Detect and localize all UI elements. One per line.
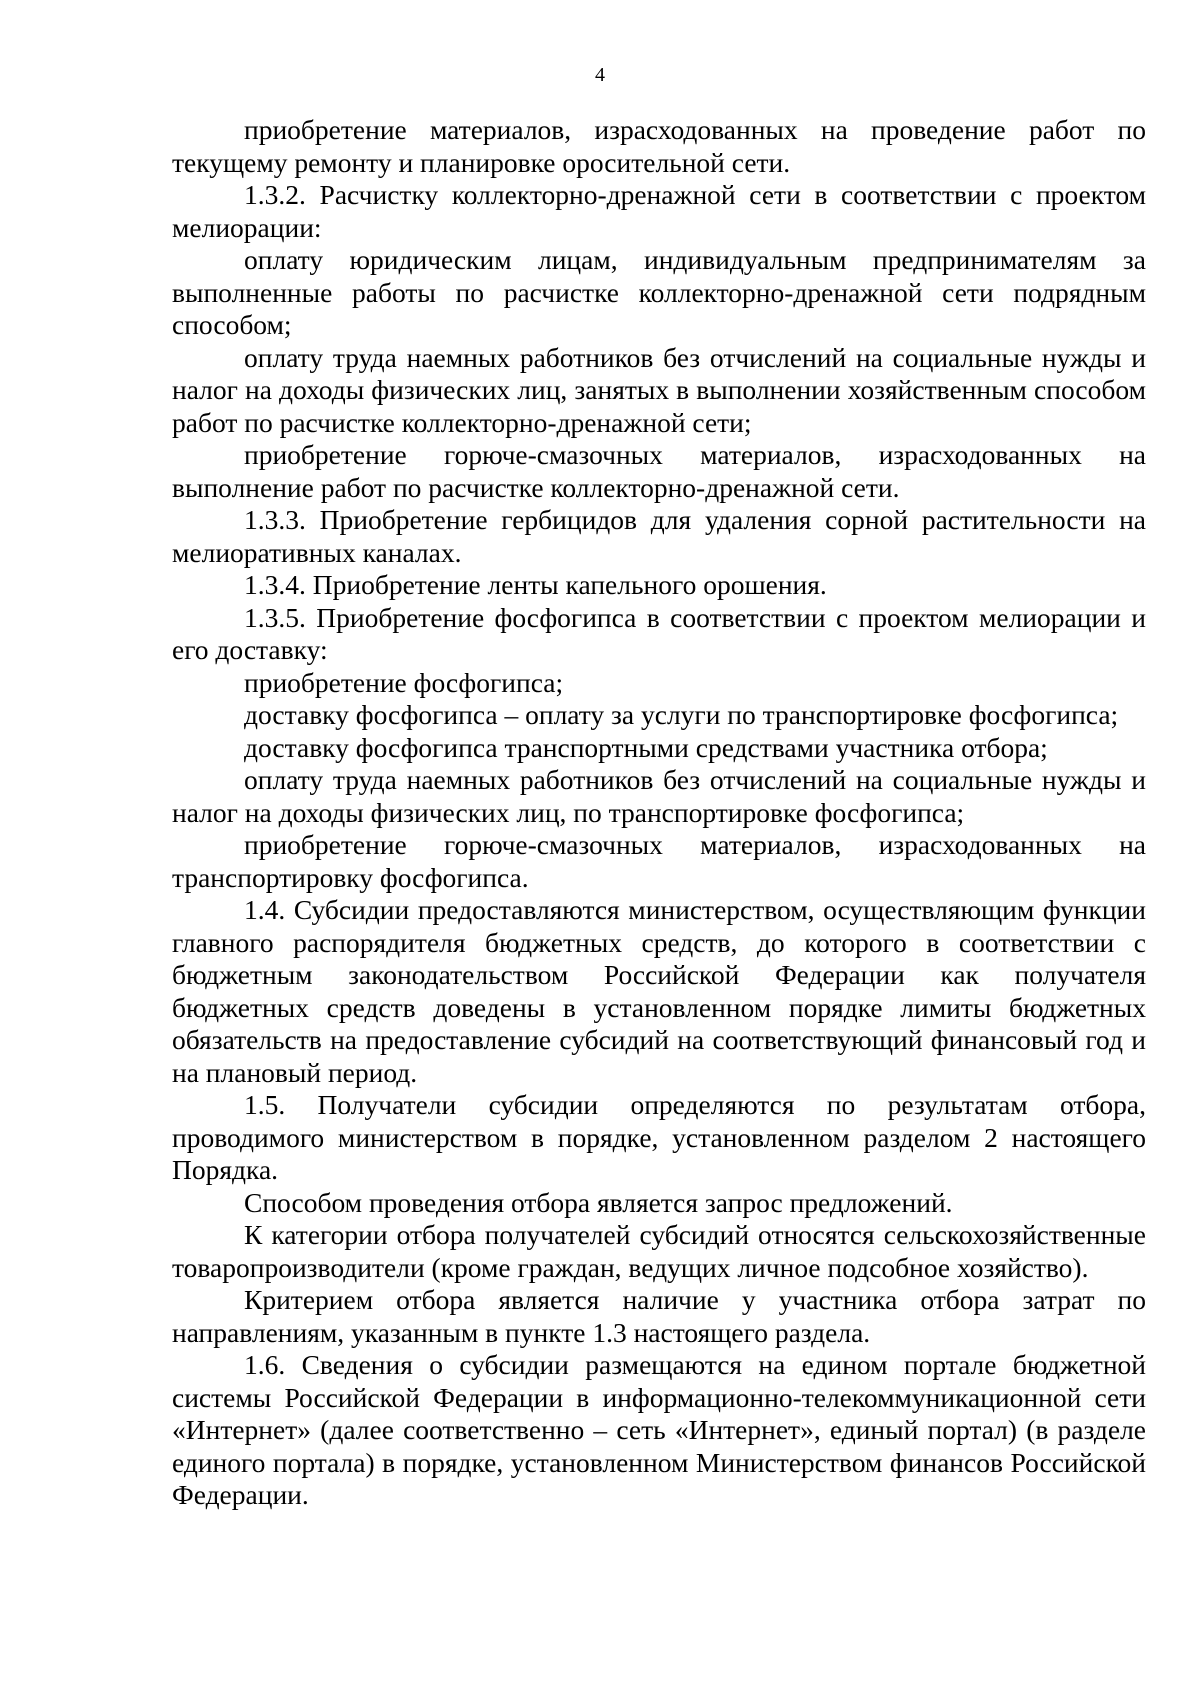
paragraph-1-3-2: 1.3.2. Расчистку коллекторно-дренажной сети в соответствии с проектом мелиорации: [172, 179, 1146, 243]
paragraph-phosphogypsum-delivery-own: доставку фосфогипса транспортными средствами участника отбора; [244, 731, 1048, 763]
paragraph-fuel-drainage: приобретение горюче-смазочных материалов, израсходованных на выполнение работ по расчистке коллекторно-дренажной сети. [172, 439, 1146, 503]
paragraph-1-4: 1.4. Субсидии предоставляются министерством, осуществляющим функции главного распорядителя бюджетных средств, до которого в соответствии с бюджетным законодательством Российской Федерации как получателя бюджетных средств доведены в установленном порядке лимиты бюджетных обязательств на предоставление субсидий на соответствующий финансовый год и на плановый период. [172, 894, 1146, 1088]
document-body [172, 114, 1146, 1512]
paragraph-fuel-transport: приобретение горюче-смазочных материалов, израсходованных на транспортировку фосфогипса. [172, 829, 1146, 893]
paragraph-1-6: 1.6. Сведения о субсидии размещаются на едином портале бюджетной системы Российской Федерации в информационно-телекоммуникационной сети «Интернет» (далее соответственно – сеть «Интернет», единый портал) (в разделе единого портала) в порядке, установленном Министерством финансов Российской Федерации. [172, 1349, 1146, 1510]
paragraph-labor-payment-transport: оплату труда наемных работников без отчислений на социальные нужды и налог на доходы физических лиц, по транспортировке фосфогипса; [172, 764, 1146, 828]
paragraph-1-3-4: 1.3.4. Приобретение ленты капельного орошения. [244, 569, 827, 600]
paragraph-selection-method: Способом проведения отбора является запрос предложений. [244, 1186, 953, 1218]
paragraph-materials-purchase: приобретение материалов, израсходованных на проведение работ по текущему ремонту и планировке оросительной сети. [172, 114, 1146, 178]
paragraph-phosphogypsum-purchase: приобретение фосфогипса; [244, 666, 564, 698]
paragraph-1-3-5: 1.3.5. Приобретение фосфогипса в соответствии с проектом мелиорации и его доставку: [172, 601, 1146, 665]
paragraph-1-3-3: 1.3.3. Приобретение гербицидов для удаления сорной растительности на мелиоративных каналах. [172, 504, 1146, 568]
page-number: 4 [595, 64, 605, 86]
paragraph-payment-legal-entities: оплату юридическим лицам, индивидуальным предпринимателям за выполненные работы по расчистке коллекторно-дренажной сети подрядным способом; [172, 244, 1146, 340]
paragraph-selection-category: К категории отбора получателей субсидий относятся сельскохозяйственные товаропроизводители (кроме граждан, ведущих личное подсобное хозяйство). [172, 1219, 1146, 1283]
paragraph-selection-criterion: Критерием отбора является наличие у участника отбора затрат по направлениям, указанным в пункте 1.3 настоящего раздела. [172, 1284, 1146, 1348]
paragraph-1-5: 1.5. Получатели субсидии определяются по результатам отбора, проводимого министерством в порядке, установленном разделом 2 настоящего Порядка. [172, 1089, 1146, 1185]
paragraph-phosphogypsum-delivery-service: доставку фосфогипса – оплату за услуги по транспортировке фосфогипса; [244, 699, 1119, 730]
paragraph-labor-payment-drainage: оплату труда наемных работников без отчислений на социальные нужды и налог на доходы физических лиц, занятых в выполнении хозяйственным способом работ по расчистке коллекторно-дренажной сети; [172, 341, 1146, 438]
